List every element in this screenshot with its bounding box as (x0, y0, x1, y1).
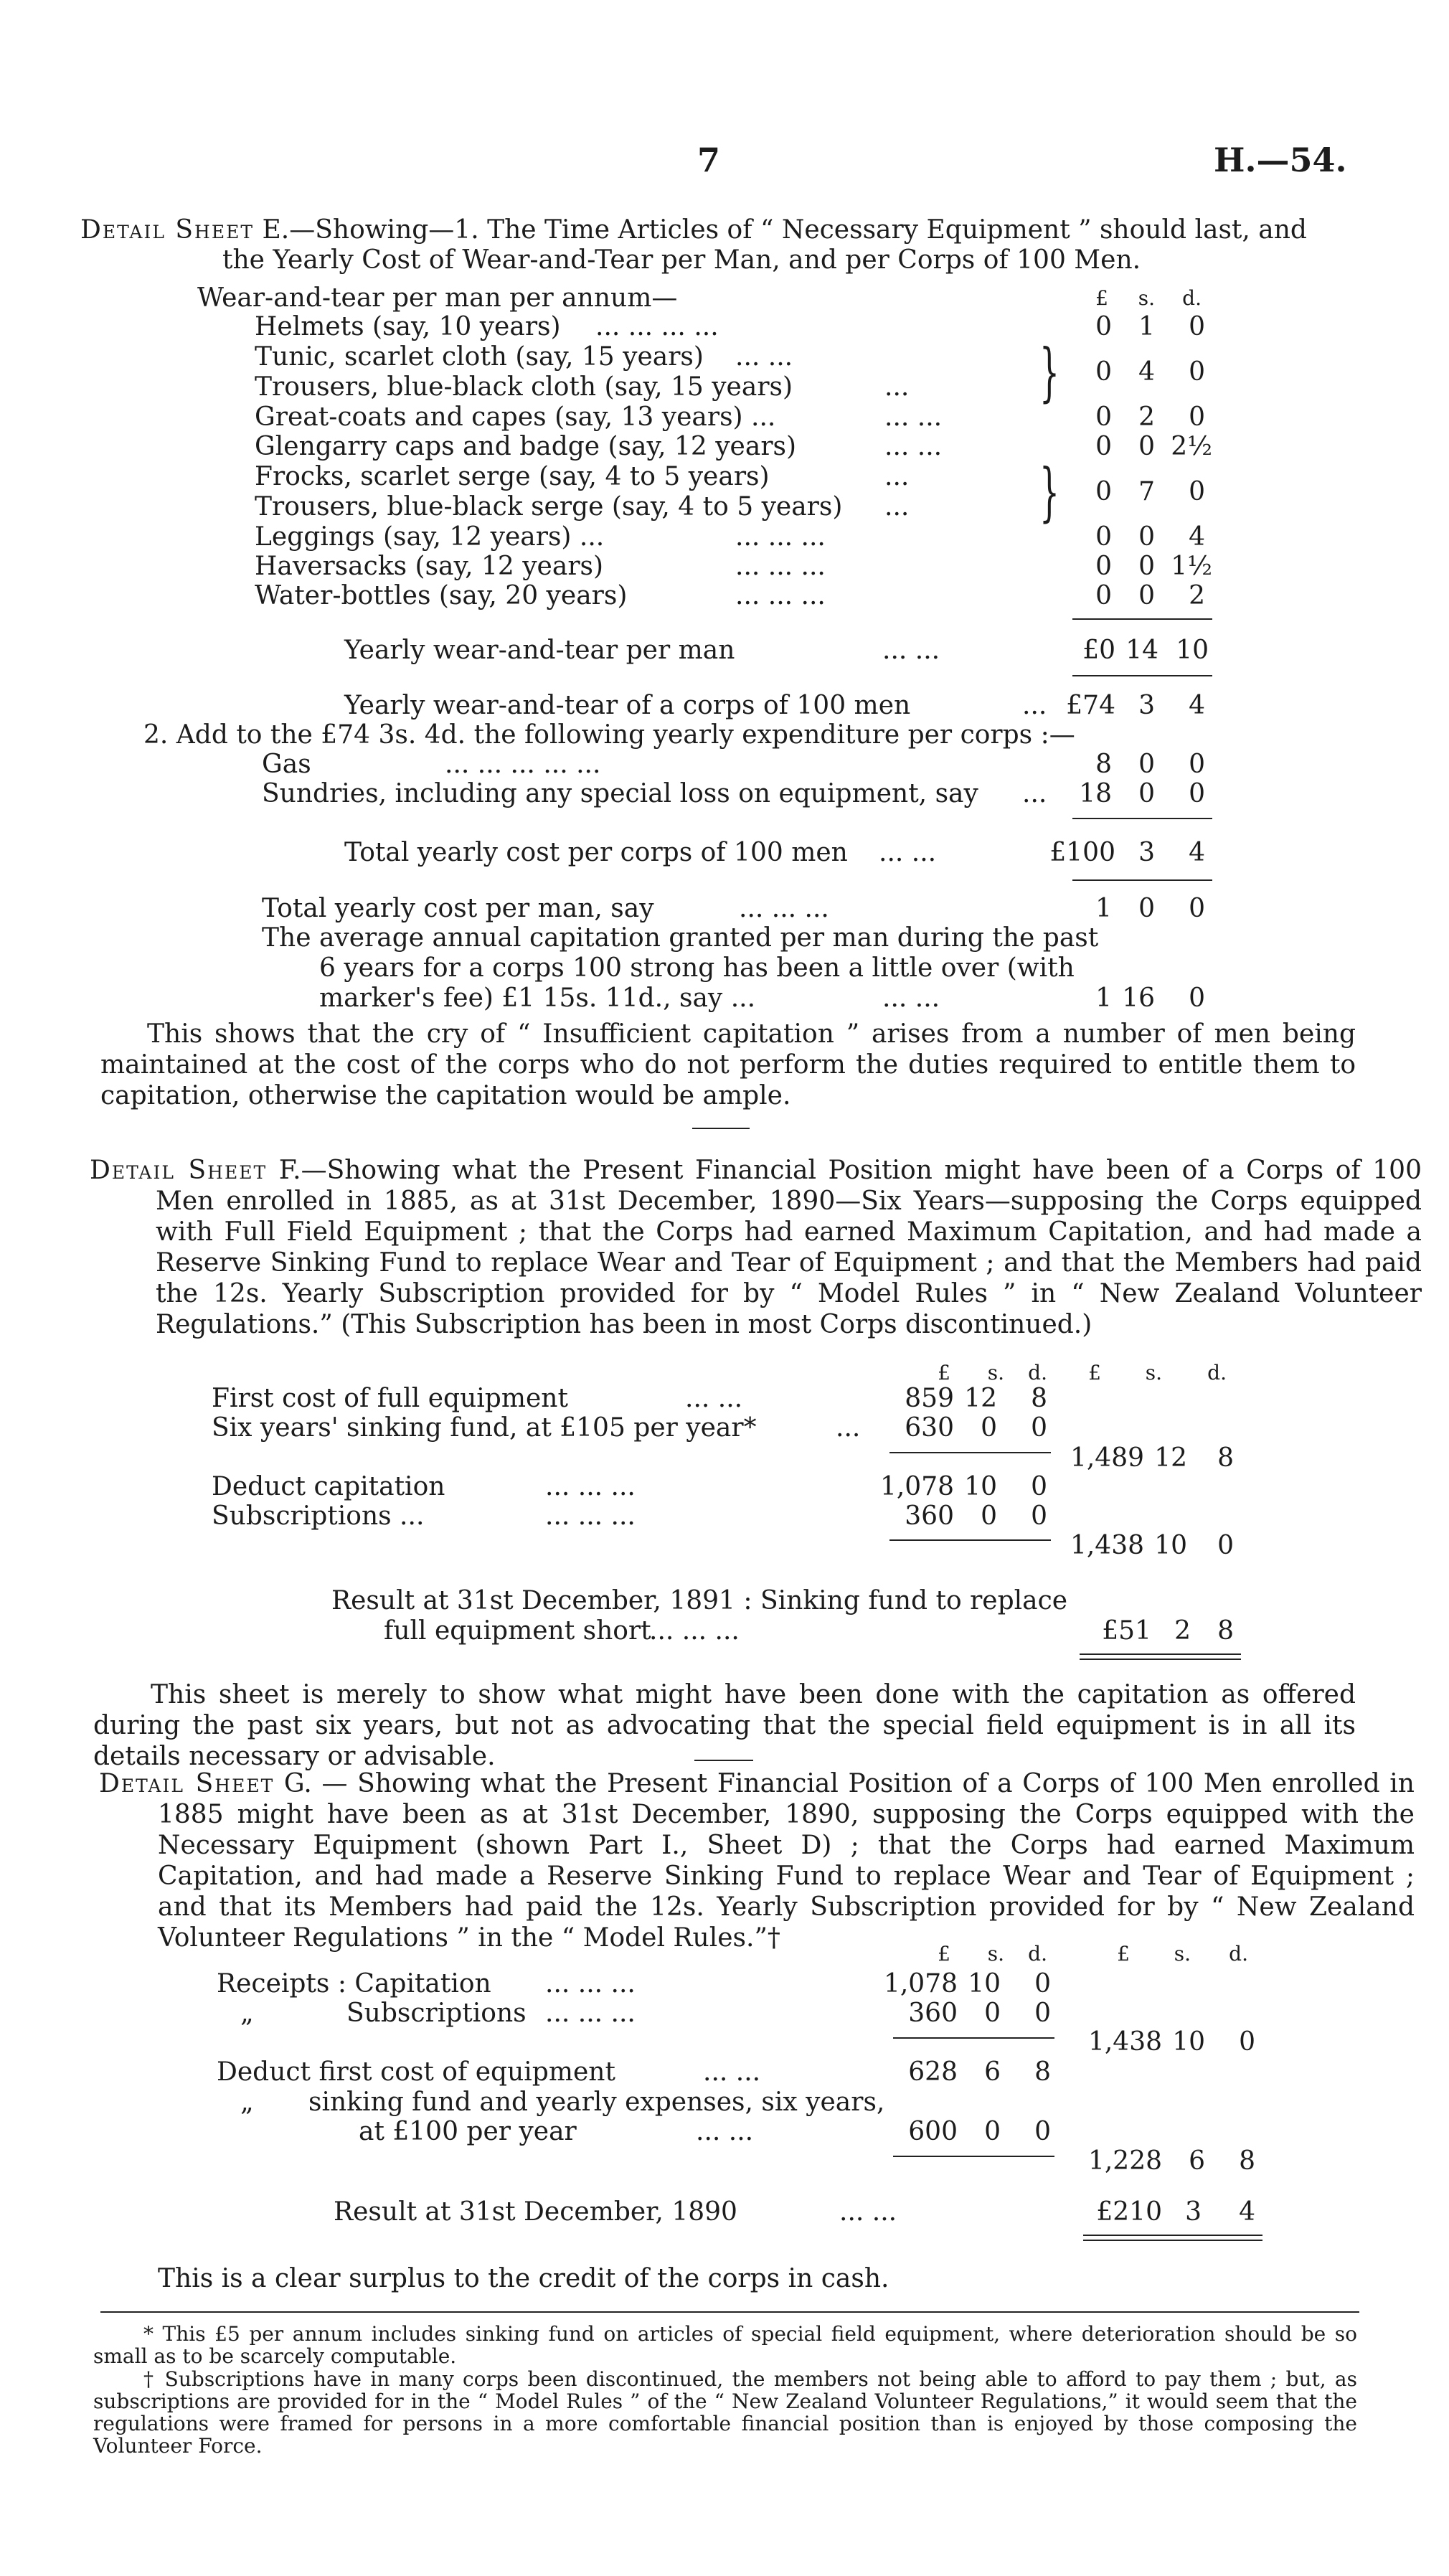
col-pound-header: £ (938, 1361, 950, 1384)
sheet-g-surplus: This is a clear surplus to the credit of the corps in cash. (158, 2264, 889, 2293)
row-label: Yearly wear-and-tear of a corps of 100 men (344, 691, 911, 720)
item-pounds: 0 (1095, 552, 1112, 581)
row-shillings: 3 (1138, 691, 1155, 720)
result-shillings: 3 (1185, 2197, 1202, 2227)
row-leaders: ... ... ... (545, 1501, 636, 1531)
row-shillings: 12 (964, 1384, 997, 1413)
col-pound-header: £ (1095, 286, 1108, 310)
item-shillings: 0 (1138, 432, 1155, 461)
row-shillings: 0 (1138, 750, 1155, 779)
avg-pounds: 1 (1095, 983, 1112, 1013)
item-leaders: ... ... (735, 342, 793, 372)
sheet-e-title-line2: the Yearly Cost of Wear-and-Tear per Man, and per Corps of 100 Men. (222, 245, 1141, 275)
row-pounds: 600 (908, 2117, 958, 2146)
row-shillings: 12 (1154, 1443, 1187, 1473)
row-shillings: 0 (981, 1501, 997, 1531)
total-double-rule (1083, 2235, 1262, 2241)
brace-icon: } (1039, 455, 1059, 529)
item-pounds: 0 (1095, 522, 1112, 552)
row-leaders: ... ... (879, 838, 937, 867)
row-label: Subscriptions (346, 1999, 527, 2028)
row-pence: 10 (1176, 636, 1209, 665)
section-divider (694, 1760, 753, 1761)
section-divider (692, 1128, 750, 1129)
item-pence: 0 (1189, 477, 1205, 506)
row-shillings: 0 (984, 1999, 1001, 2028)
row-pounds: 859 (905, 1384, 954, 1413)
sum-rule (1072, 618, 1212, 620)
avg-shillings: 16 (1122, 983, 1155, 1013)
col-pound-header: £ (1088, 1361, 1101, 1384)
item-label: Trousers, blue-black serge (say, 4 to 5 years) (255, 492, 843, 522)
col-pound-header: £ (938, 1942, 950, 1966)
col-pence-header: d. (1182, 286, 1202, 310)
row-label: First cost of full equipment (212, 1384, 568, 1413)
row-leaders: ... ... ... (739, 894, 829, 923)
result-pounds: £51 (1102, 1616, 1151, 1646)
row-label: Deduct first cost of equipment (217, 2057, 615, 2087)
document-reference: H.—54. (1214, 141, 1347, 179)
item-shillings: 7 (1138, 477, 1155, 506)
avg-line-2: 6 years for a corps 100 strong has been a little over (with (319, 953, 1075, 983)
row-pence: 0 (1031, 1501, 1047, 1531)
row-shillings: 3 (1138, 838, 1155, 867)
item-pounds: 0 (1095, 477, 1112, 506)
item-shillings: 4 (1138, 357, 1155, 387)
sheet-g-label: Detail Sheet (99, 1769, 275, 1798)
row-leaders: ... ... ... (545, 1969, 636, 1999)
col-shillings-header: s. (1174, 1942, 1191, 1966)
row-pence: 0 (1031, 1413, 1047, 1443)
row-pounds: £74 (1066, 691, 1115, 720)
col-pence-header: d. (1207, 1361, 1227, 1384)
avg-line-3: marker's fee) £1 15s. 11d., say ... (319, 983, 756, 1013)
col-pence-header: d. (1028, 1361, 1047, 1384)
footnote-rule (100, 2311, 1359, 2313)
row-pounds: £100 (1049, 838, 1115, 867)
row-pence: 0 (1189, 894, 1205, 923)
result-pence: 4 (1239, 2197, 1255, 2227)
row-pence: 0 (1031, 1472, 1047, 1501)
col-shillings-header: s. (1138, 286, 1155, 310)
result-line-1: Result at 31st December, 1891 : Sinking fund to replace (331, 1586, 1068, 1615)
row-pence: 8 (1034, 2057, 1051, 2087)
row-pence: 4 (1189, 838, 1205, 867)
item-label: Leggings (say, 12 years) ... (255, 522, 605, 552)
row-pounds: 8 (1095, 750, 1112, 779)
sum-rule (1072, 879, 1212, 881)
item-leaders: ... ... ... (735, 581, 826, 610)
row-pounds: 630 (905, 1413, 954, 1443)
row-pounds: 1,438 (1070, 1531, 1144, 1560)
row-label: Subscriptions ... (212, 1501, 425, 1531)
row-pounds: £0 (1082, 636, 1115, 665)
item-pounds: 0 (1095, 312, 1112, 341)
col-pound-header: £ (1117, 1942, 1130, 1966)
row-label: Deduct capitation (212, 1472, 445, 1501)
item-shillings: 1 (1138, 312, 1155, 341)
row-leaders: ... ... (703, 2057, 761, 2087)
sheet-e-title (80, 215, 1307, 245)
row-pounds: 1,078 (879, 1472, 954, 1501)
col-pence-header: d. (1229, 1942, 1248, 1966)
row-shillings: 10 (1172, 2027, 1205, 2057)
item-leaders: ... (884, 462, 910, 491)
row-label: sinking fund and yearly expenses, six years, (308, 2087, 885, 2117)
sum-rule (1072, 818, 1212, 819)
result-leaders: ... ... ... (649, 1616, 740, 1646)
row-pence: 0 (1034, 1969, 1051, 1999)
row-pounds: 18 (1079, 779, 1112, 808)
row-pence: 8 (1031, 1384, 1047, 1413)
result-label: Result at 31st December, 1890 (334, 2197, 737, 2227)
item-pounds: 0 (1095, 357, 1112, 387)
item-leaders: ... ... ... ... (595, 312, 719, 341)
item-leaders: ... ... (884, 432, 943, 461)
col-shillings-header: s. (1145, 1361, 1162, 1384)
row-pounds: 1 (1095, 894, 1112, 923)
sheet-e-conclusion: This shows that the cry of “ Insufficient capitation ” arises from a number of men being maintained at the cost of the corps who do not perform the duties required to entitle them to capitation, otherwise the capitation would be ample. (100, 1019, 1356, 1110)
row-pence: 4 (1189, 691, 1205, 720)
row-leaders: ... (836, 1413, 861, 1443)
row-leaders: ... (1022, 691, 1047, 720)
result-shillings: 2 (1174, 1616, 1191, 1646)
item-pence: 4 (1189, 522, 1205, 552)
item-shillings: 2 (1138, 402, 1155, 432)
sheet-e-intro: Wear-and-tear per man per annum— (197, 283, 678, 313)
row-leaders: ... ... (882, 636, 940, 665)
row-shillings: 10 (964, 1472, 997, 1501)
sheet-f-text: F.—Showing what the Present Financial Position might have been of a Corps of 100 Men enrolled in 1885, as at 31st December, 1890—Six Years—supposing the Corps equipped with Full Field Equipment ; that the Corps had earned Maximum Capitation, and had made a Reserve Sinking Fund to replace Wear and Tear of Equipment ; and that the Members had paid the 12s. Yearly Subscription provided for by “ Model Rules ” in “ New Zealand Volunteer Regulations.” (This Subscription has been in most Corps discontinued.) (156, 1156, 1422, 1339)
item-label: Tunic, scarlet cloth (say, 15 years) (255, 342, 704, 372)
item-pounds: 0 (1095, 432, 1112, 461)
sheet-f-intro (90, 1155, 1422, 1340)
sheet-e-title-line1: E.—Showing—1. The Time Articles of “ Necessary Equipment ” should last, and (262, 215, 1307, 245)
row-label: Gas (262, 750, 311, 779)
sheet-g-intro (99, 1768, 1415, 1953)
row-shillings: 6 (984, 2057, 1001, 2087)
row-shillings: 14 (1125, 636, 1158, 665)
avg-pence: 0 (1189, 983, 1205, 1013)
row-label: Receipts : Capitation (217, 1969, 491, 1999)
item-shillings: 0 (1138, 522, 1155, 552)
row-shillings: 0 (981, 1413, 997, 1443)
item-leaders: ... (884, 492, 910, 522)
footnote-sinking-fund: * This £5 per annum includes sinking fund on articles of special field equipment, where deterioration should be so small as to be scarcely computable. (93, 2322, 1357, 2368)
row-pounds: 1,489 (1070, 1443, 1144, 1473)
item-pounds: 0 (1095, 402, 1112, 432)
row-label: Total yearly cost per corps of 100 men (344, 838, 848, 867)
item-pence: 1½ (1171, 552, 1212, 581)
row-pence: 0 (1239, 2027, 1255, 2057)
avg-line-1: The average annual capitation granted per man during the past (262, 923, 1099, 953)
result-line-2: full equipment short (384, 1616, 651, 1646)
row-pence: 8 (1217, 1443, 1234, 1473)
row-shillings: 0 (1138, 779, 1155, 808)
sheet-f-label: Detail Sheet (90, 1156, 268, 1185)
sheet-g-text: G. — Showing what the Present Financial Position of a Corps of 100 Men enrolled in 1885 might have been as at 31st December, 1890, supposing the Corps equipped with the Necessary Equipment (shown Part I., Sheet D) ; that the Corps had earned Maximum Capitation, and had made a Reserve Sinking Fund to replace Wear and Tear of Equipment ; and that its Members had paid the 12s. Yearly Subscription provided for by “ New Zealand Volunteer Regulations ” in the “ Model Rules.”† (158, 1769, 1415, 1953)
row-shillings: 10 (1154, 1531, 1187, 1560)
footnote-subscriptions: † Subscriptions have in many corps been discontinued, the members not being able to afford to pay them ; but, as subscriptions are provided for in the “ Model Rules ” of the “ New Zealand Volunteer Regulations,” it would seem that the regulations were framed for persons in a more comfortable financial position than is enjoyed by those composing the Volunteer Force. (93, 2367, 1357, 2458)
item-label: Glengarry caps and badge (say, 12 years) (255, 432, 797, 461)
ditto-mark: „ (240, 2087, 254, 2117)
item-pounds: 0 (1095, 581, 1112, 610)
row-label: Six years' sinking fund, at £105 per year* (212, 1413, 757, 1443)
row-shillings: 0 (1138, 894, 1155, 923)
row-label: Sundries, including any special loss on equipment, say (262, 779, 978, 808)
row-label: Yearly wear-and-tear per man (344, 636, 735, 665)
row-pence: 8 (1239, 2146, 1255, 2176)
result-pounds: £210 (1096, 2197, 1162, 2227)
row-shillings: 10 (968, 1969, 1001, 1999)
row-shillings: 0 (984, 2117, 1001, 2146)
item-leaders: ... ... (884, 402, 943, 432)
row-pence: 0 (1189, 779, 1205, 808)
sum-rule (889, 1539, 1051, 1541)
item-pence: 0 (1189, 357, 1205, 387)
row-label: Total yearly cost per man, say (262, 894, 654, 923)
item-leaders: ... ... ... (735, 522, 826, 552)
row-pence: 0 (1189, 750, 1205, 779)
row-leaders: ... (1022, 779, 1047, 808)
item-pence: 2 (1189, 581, 1205, 610)
sum-rule (893, 2037, 1054, 2039)
item-label: Trousers, blue-black cloth (say, 15 years) (255, 372, 793, 402)
item-label: Water-bottles (say, 20 years) (255, 581, 628, 610)
col-shillings-header: s. (987, 1361, 1004, 1384)
sum-rule (1072, 675, 1212, 676)
item-label: Great-coats and capes (say, 13 years) ... (255, 402, 776, 432)
item-leaders: ... (884, 372, 910, 402)
col-shillings-header: s. (987, 1942, 1004, 1966)
ditto-mark: „ (240, 1999, 254, 2028)
page-number: 7 (697, 141, 721, 179)
sheet-e-label: Detail Sheet (80, 215, 255, 245)
row-leaders: ... ... (685, 1384, 743, 1413)
brace-icon: } (1039, 335, 1059, 409)
item-pence: 2½ (1171, 432, 1212, 461)
row-pence: 0 (1034, 2117, 1051, 2146)
item-pence: 0 (1189, 312, 1205, 341)
add-line: 2. Add to the £74 3s. 4d. the following yearly expenditure per corps :— (143, 720, 1075, 750)
row-leaders: ... ... ... ... ... (445, 750, 601, 779)
row-pounds: 360 (908, 1999, 958, 2028)
row-pounds: 628 (908, 2057, 958, 2087)
row-pounds: 1,438 (1087, 2027, 1162, 2057)
item-leaders: ... ... ... (735, 552, 826, 581)
result-pence: 8 (1217, 1616, 1234, 1646)
avg-leaders: ... ... (882, 983, 940, 1013)
total-double-rule (1080, 1653, 1241, 1660)
row-pounds: 1,078 (883, 1969, 958, 1999)
result-leaders: ... ... (839, 2197, 897, 2227)
row-pence: 0 (1217, 1531, 1234, 1560)
row-leaders: ... ... ... (545, 1472, 636, 1501)
item-label: Helmets (say, 10 years) (255, 312, 561, 341)
item-label: Frocks, scarlet serge (say, 4 to 5 years) (255, 462, 770, 491)
item-pence: 0 (1189, 402, 1205, 432)
item-label: Haversacks (say, 12 years) (255, 552, 604, 581)
row-leaders: ... ... ... (545, 1999, 636, 2028)
sum-rule (893, 2156, 1054, 2157)
item-shillings: 0 (1138, 552, 1155, 581)
row-pounds: 1,228 (1087, 2146, 1162, 2176)
sum-rule (889, 1452, 1051, 1453)
item-shillings: 0 (1138, 581, 1155, 610)
row-label-cont: at £100 per year (359, 2117, 577, 2146)
row-pounds: 360 (905, 1501, 954, 1531)
row-leaders: ... ... (696, 2117, 754, 2146)
row-shillings: 6 (1189, 2146, 1205, 2176)
col-pence-header: d. (1028, 1942, 1047, 1966)
row-pence: 0 (1034, 1999, 1051, 2028)
sheet-f-note: This sheet is merely to show what might have been done with the capitation as offered during the past six years, but not as advocating that the special field equipment is in all its details necessary or advisable. (93, 1680, 1356, 1771)
